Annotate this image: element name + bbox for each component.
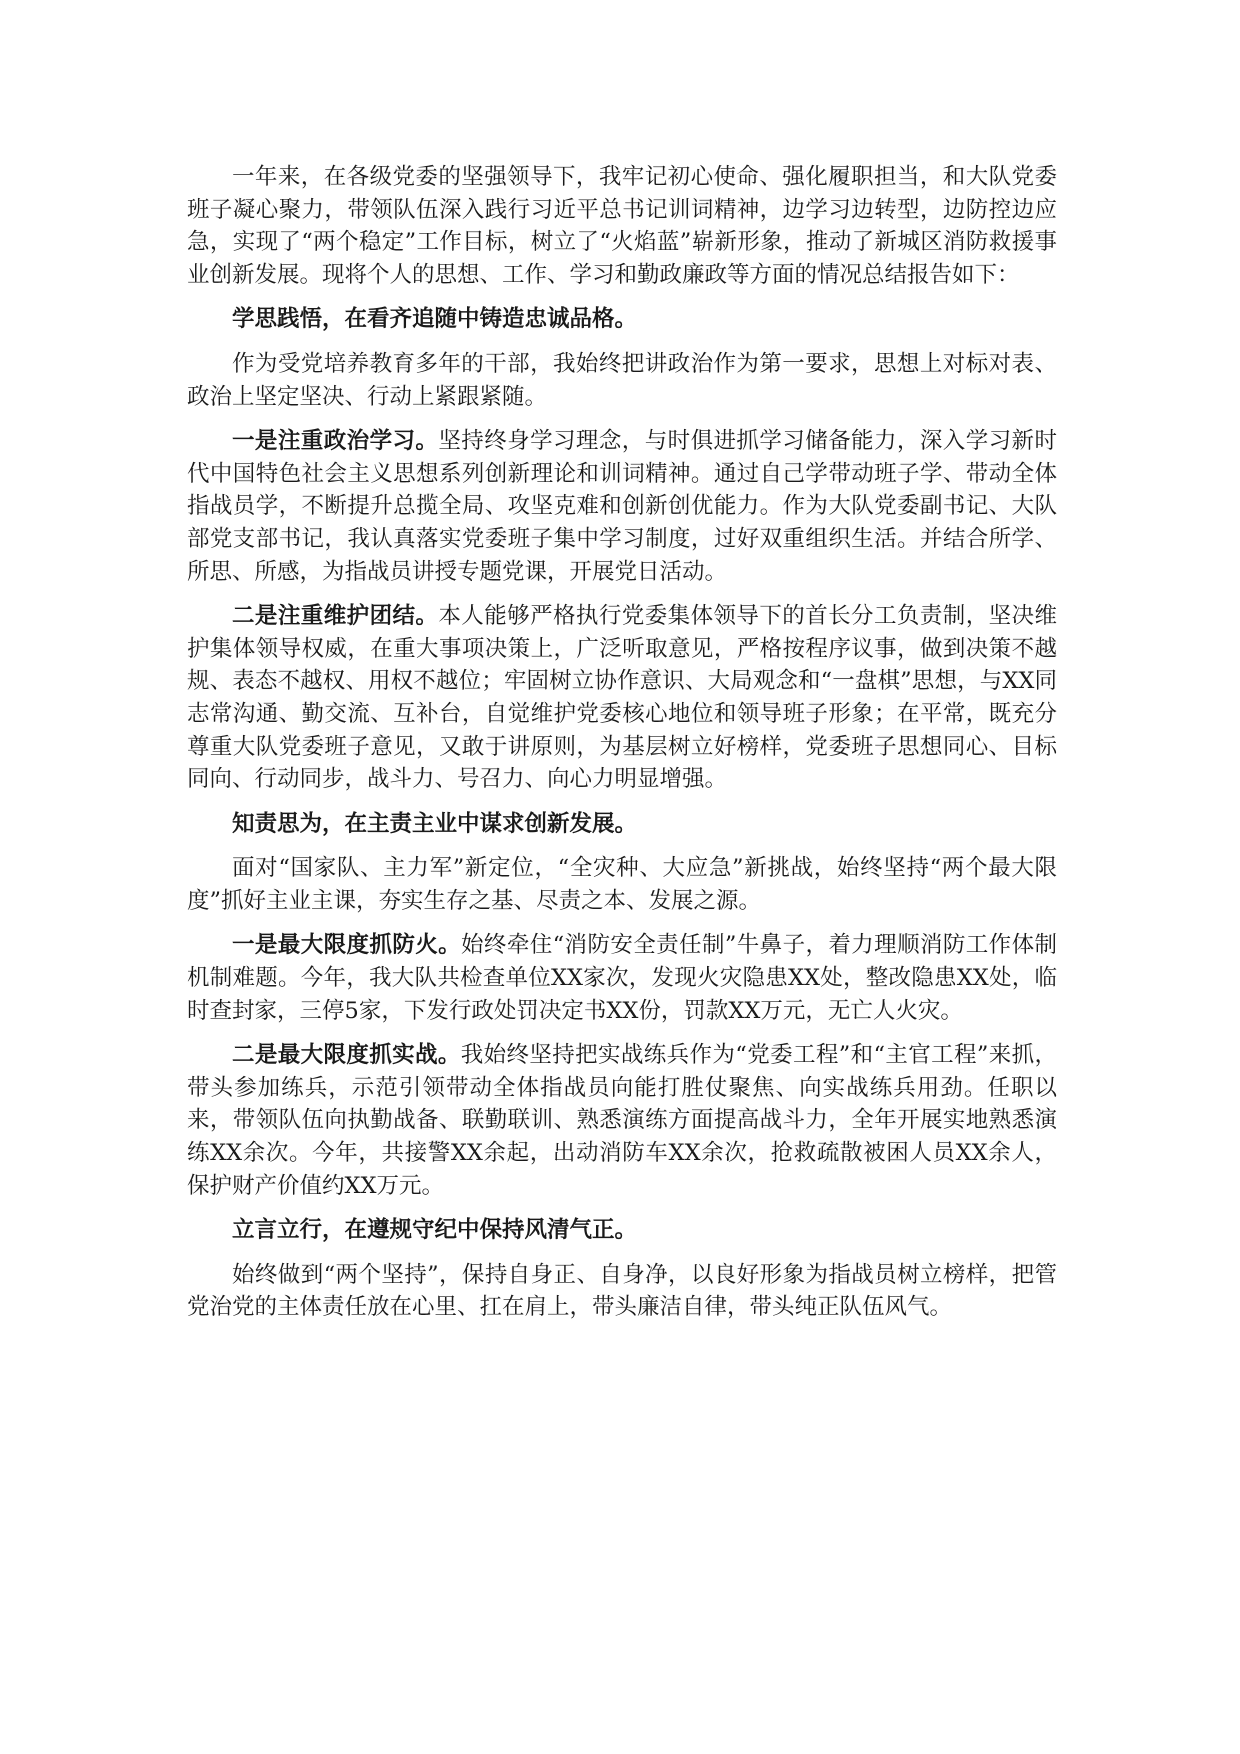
section-1-item-1 xyxy=(187,425,1057,588)
section-3-intro: 始终做到“两个坚持”，保持自身正、自身净，以良好形象为指战员树立榜样，把管党治党的主体责任放在心里、扛在肩上，带头廉洁自律，带头纯正队伍风气。 xyxy=(187,1261,1057,1321)
item-body: 我始终坚持把实战练兵作为“党委工程”和“主官工程”来抓，带头参加练兵，示范引领带动全体指战员向能打胜仗聚焦、向实战练兵用劲。任职以来，带领队伍向执勤战备、联勤联训、熟悉演练方面提高战斗力，全年开展实地熟悉演练XX余次。今年，共接警XX余起，出动消防车XX余次，抢救疏散被困人员XX余人，保护财产价值约XX万元。 xyxy=(187,1042,1057,1199)
section-2-item-2 xyxy=(187,1039,1057,1202)
section-2-intro: 面对“国家队、主力军”新定位，“全灾种、大应急”新挑战，始终坚持“两个最大限度”抓好主业主课，夯实生存之基、尽责之本、发展之源。 xyxy=(187,855,1057,914)
item-body: 本人能够严格执行党委集体领导下的首长分工负责制，坚决维护集体领导权威，在重大事项决策上，广泛听取意见，严格按程序议事，做到决策不越规、表态不越权、用权不越位；牢固树立协作意识、大局观念和“一盘棋”思想，与XX同志常沟通、勤交流、互补台，自觉维护党委核心地位和领导班子形象；在平常，既充分尊重大队党委班子意见，又敢于讲原则，为基层树立好榜样，党委班子思想同心、目标同向、行动同步，战斗力、号召力、向心力明显增强。 xyxy=(187,603,1057,793)
section-2-item-1 xyxy=(187,929,1057,1027)
item-body: 始终牵住“消防安全责任制”牛鼻子，着力理顺消防工作体制机制难题。今年，我大队共检查单位XX家次，发现火灾隐患XX处，整改隐患XX处，临时查封家，三停5家，下发行政处罚决定书XX份，罚款XX万元，无亡人火灾。 xyxy=(187,932,1057,1024)
item-lead: 二是注重维护团结。 xyxy=(232,603,439,630)
section-1-intro: 作为受党培养教育多年的干部，我始终把讲政治作为第一要求，思想上对标对表、政治上坚定坚决、行动上紧跟紧随。 xyxy=(187,350,1057,410)
section-heading-2: 知责思为，在主责主业中谋求创新发展。 xyxy=(232,810,638,837)
document-body xyxy=(187,161,1057,1336)
item-lead: 一是注重政治学习。 xyxy=(232,428,439,455)
item-lead: 一是最大限度抓防火。 xyxy=(232,932,462,959)
section-1-item-2 xyxy=(187,600,1057,796)
item-lead: 二是最大限度抓实战。 xyxy=(232,1042,461,1069)
item-body: 坚持终身学习理念，与时俱进抓学习储备能力，深入学习新时代中国特色社会主义思想系列创新理论和训词精神。通过自己学带动班子学、带动全体指战员学，不断提升总揽全局、攻坚克难和创新创优能力。作为大队党委副书记、大队部党支部书记，我认真落实党委班子集中学习制度，过好双重组织生活。并结合所学、所思、所感，为指战员讲授专题党课，开展党日活动。 xyxy=(187,428,1057,585)
section-heading-1: 学思践悟，在看齐追随中铸造忠诚品格。 xyxy=(232,306,638,333)
intro-paragraph: 一年来，在各级党委的坚强领导下，我牢记初心使命、强化履职担当，和大队党委班子凝心聚力，带领队伍深入践行习近平总书记训词精神，边学习边转型，边防控边应急，实现了“两个稳定”工作目标，树立了“火焰蓝”崭新形象，推动了新城区消防救援事业创新发展。现将个人的思想、工作、学习和勤政廉政等方面的情况总结报告如下： xyxy=(187,164,1057,288)
section-heading-3: 立言立行，在遵规守纪中保持风清气正。 xyxy=(232,1217,638,1244)
